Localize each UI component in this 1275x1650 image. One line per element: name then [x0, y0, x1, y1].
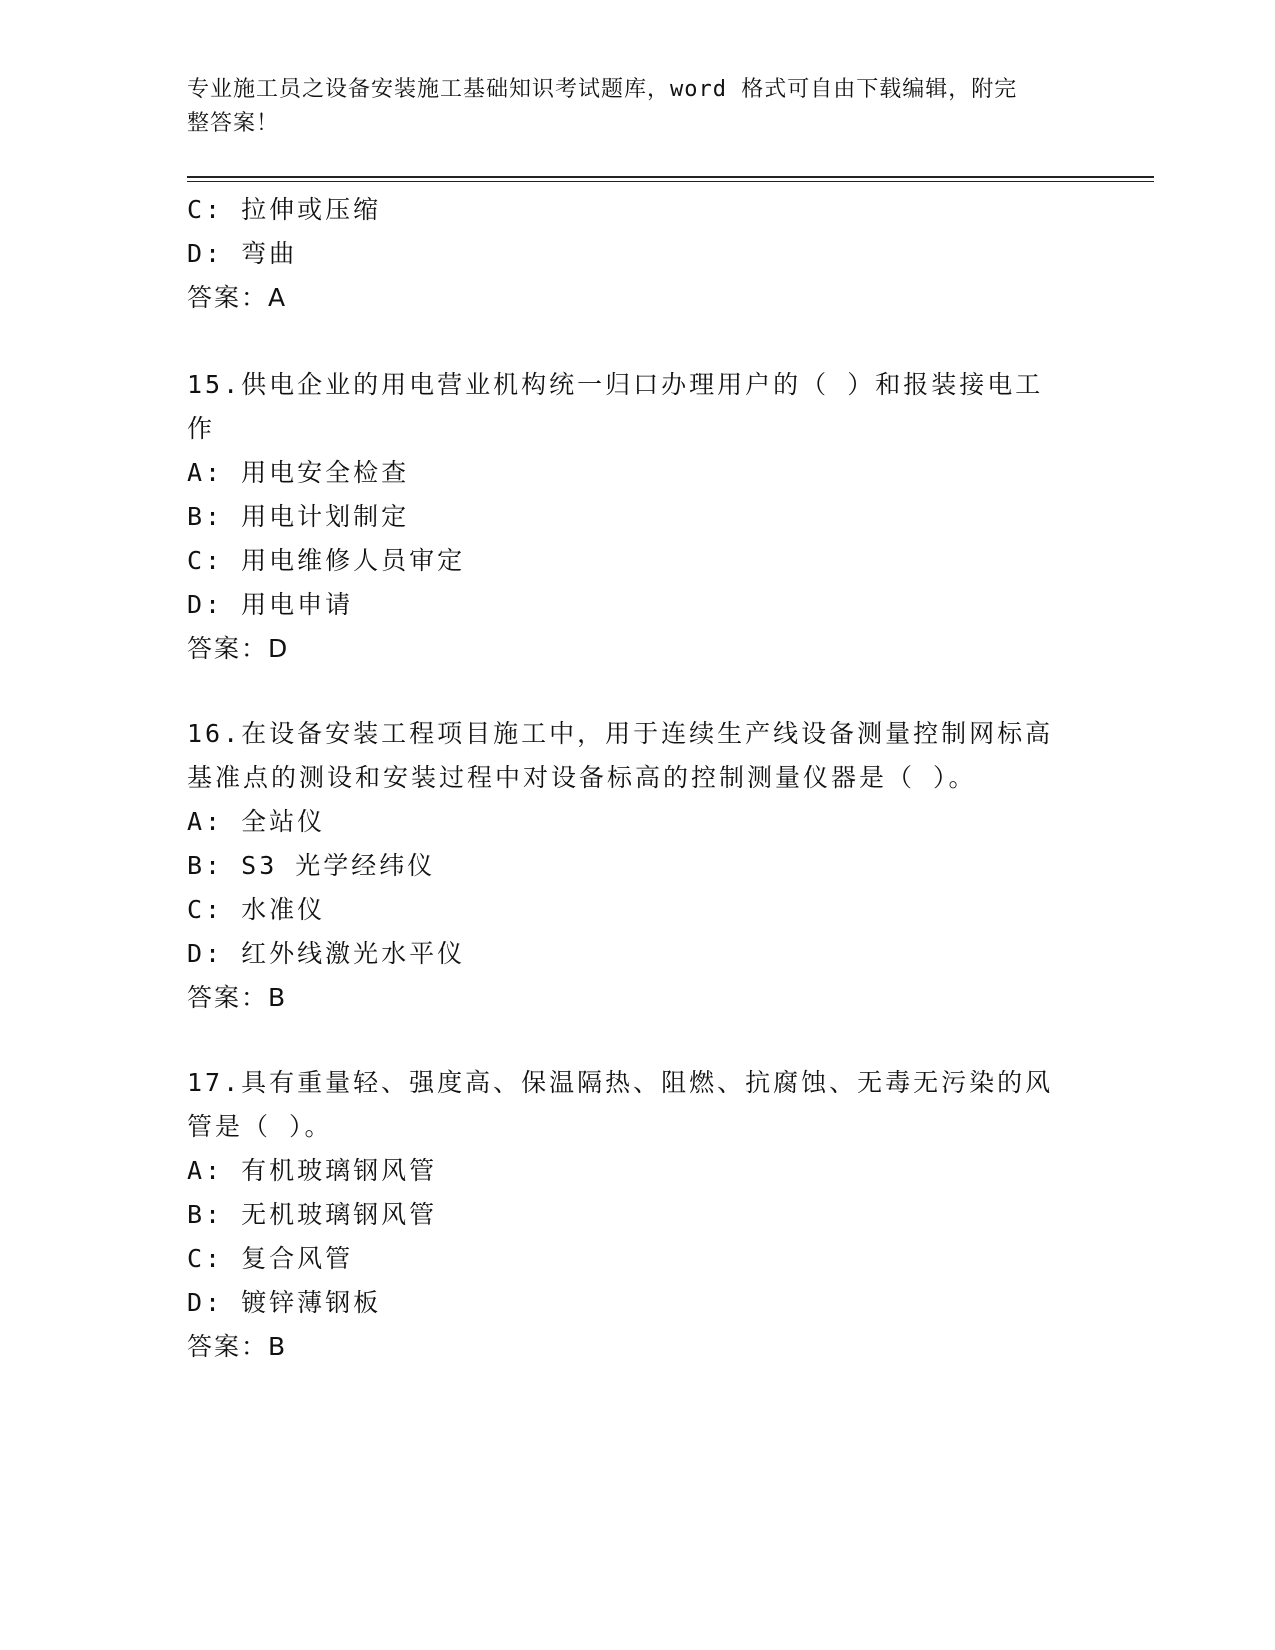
- q17-option-b: B: 无机玻璃钢风管: [187, 1200, 438, 1229]
- header-line-1: 专业施工员之设备安装施工基础知识考试题库，word 格式可自由下载编辑，附完: [187, 77, 1018, 102]
- q17-stem-line-1: 17.具有重量轻、强度高、保温隔热、阻燃、抗腐蚀、无毒无污染的风: [187, 1068, 1054, 1097]
- q15-option-b: B: 用电计划制定: [187, 502, 410, 531]
- prev-option-d: D: 弯曲: [187, 239, 298, 268]
- q16-option-b: B: S3 光学经纬仪: [187, 851, 436, 880]
- q16-answer: 答案：B: [187, 983, 288, 1012]
- q15-option-a: A: 用电安全检查: [187, 458, 410, 487]
- q15-stem-line-1: 15.供电企业的用电营业机构统一归口办理用户的（ ）和报装接电工: [187, 370, 1044, 399]
- q15-stem-line-2: 作: [187, 414, 216, 443]
- q16-option-a: A: 全站仪: [187, 807, 326, 836]
- q16-option-d: D: 红外线激光水平仪: [187, 939, 466, 968]
- prev-answer: 答案：A: [187, 283, 288, 312]
- q17-option-a: A: 有机玻璃钢风管: [187, 1156, 438, 1185]
- header-divider-top: [187, 176, 1154, 178]
- q16-stem-line-2: 基准点的测设和安装过程中对设备标高的控制测量仪器是（ ）。: [187, 763, 977, 792]
- q17-stem-line-2: 管是（ ）。: [187, 1112, 333, 1141]
- q15-answer: 答案：D: [187, 634, 290, 663]
- q16-option-c: C: 水准仪: [187, 895, 326, 924]
- q16-stem-line-1: 16.在设备安装工程项目施工中，用于连续生产线设备测量控制网标高: [187, 719, 1054, 748]
- prev-option-c: C: 拉伸或压缩: [187, 195, 382, 224]
- q15-option-d: D: 用电申请: [187, 590, 354, 619]
- header-line-2: 整答案！: [187, 111, 280, 136]
- q15-option-c: C: 用电维修人员审定: [187, 546, 466, 575]
- q17-option-d: D: 镀锌薄钢板: [187, 1288, 382, 1317]
- q17-answer: 答案：B: [187, 1332, 288, 1361]
- q17-option-c: C: 复合风管: [187, 1244, 354, 1273]
- header-divider-bottom: [187, 181, 1154, 182]
- document-header: [187, 73, 1067, 141]
